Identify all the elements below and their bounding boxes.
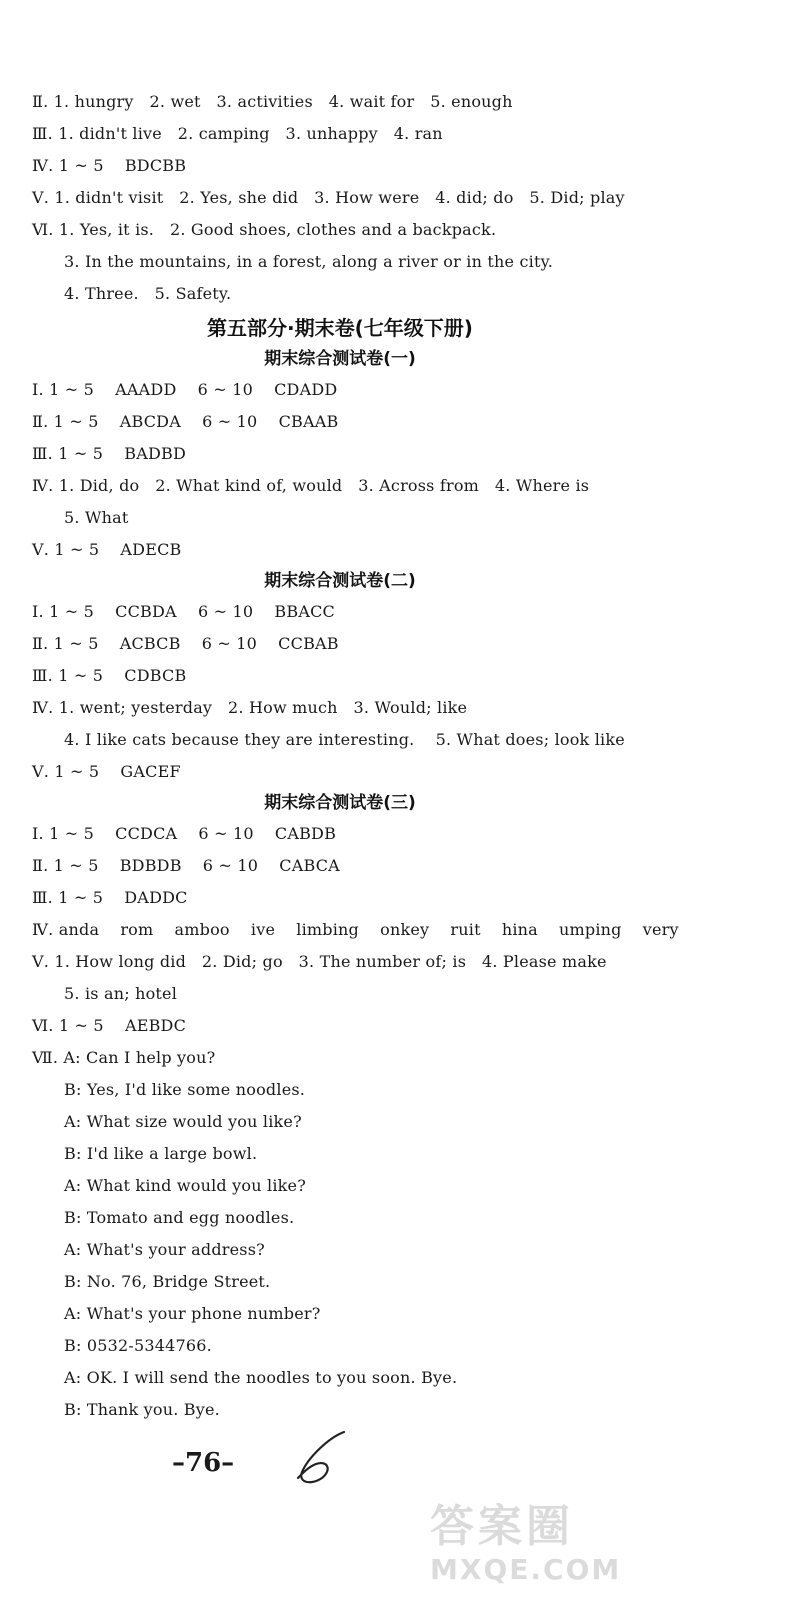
answer-line-vi: Ⅵ. 1. Yes, it is. 2. Good shoes, clothes and a backpack. [32,220,497,239]
answer-line-ii: Ⅱ. 1 ~ 5 BDBDB 6 ~ 10 CABCA [32,856,340,875]
watermark-logo-text: 答案圈 [430,1501,574,1552]
answer-line-iii: Ⅲ. 1 ~ 5 DADDC [32,888,188,907]
answer-line-v-cont: 5. is an; hotel [64,984,178,1003]
answer-line-iv-cont: 4. I like cats because they are interesting. 5. What does; look like [64,730,625,749]
answer-line-iv-cont: 5. What [64,508,129,527]
answer-line-iii: Ⅲ. 1. didn't live 2. camping 3. unhappy 4. ran [32,124,443,143]
dialogue-line: A: What kind would you like? [64,1176,306,1195]
answer-line-i: Ⅰ. 1 ~ 5 AAADD 6 ~ 10 CDADD [32,380,338,399]
dialogue-line: A: OK. I will send the noodles to you soon. Bye. [64,1368,458,1387]
dialogue-line: A: What size would you like? [64,1112,302,1131]
watermark-url-text: MXQE.COM [430,1553,622,1586]
dialogue-line: B: Thank you. Bye. [64,1400,220,1419]
dialogue-line: B: Yes, I'd like some noodles. [64,1080,306,1099]
answer-line-v: Ⅴ. 1. didn't visit 2. Yes, she did 3. How were 4. did; do 5. Did; play [32,188,625,207]
answer-line-i: Ⅰ. 1 ~ 5 CCBDA 6 ~ 10 BBACC [32,602,335,621]
dialogue-line: B: I'd like a large bowl. [64,1144,258,1163]
answer-line-vii: Ⅶ. A: Can I help you? [32,1048,216,1067]
dialogue-line: B: Tomato and egg noodles. [64,1208,295,1227]
test-one-title: 期末综合测试卷(一) [264,349,416,369]
answer-line-ii: Ⅱ. 1 ~ 5 ACBCB 6 ~ 10 CCBAB [32,634,339,653]
dialogue-line: B: No. 76, Bridge Street. [64,1272,271,1291]
test-three-title: 期末综合测试卷(三) [264,793,416,813]
dialogue-line: B: 0532-5344766. [64,1336,212,1355]
dialogue-line: A: What's your address? [64,1240,265,1259]
answer-line-i: Ⅰ. 1 ~ 5 CCDCA 6 ~ 10 CABDB [32,824,337,843]
answer-line-iv: Ⅳ. 1. Did, do 2. What kind of, would 3. Across from 4. Where is [32,476,590,495]
answer-line-iv: Ⅳ. 1 ~ 5 BDCBB [32,156,187,175]
dialogue-line: A: What's your phone number? [64,1304,321,1323]
answer-line-v: Ⅴ. 1 ~ 5 GACEF [32,762,181,781]
handwritten-mark [288,1428,358,1488]
answer-line-iv: Ⅳ. anda rom amboo ive limbing onkey ruit hina umping very [32,920,679,939]
answer-line-v: Ⅴ. 1. How long did 2. Did; go 3. The number of; is 4. Please make [32,952,607,971]
answer-line-vi-cont: 3. In the mountains, in a forest, along a river or in the city. [64,252,553,271]
answer-line-iii: Ⅲ. 1 ~ 5 CDBCB [32,666,187,685]
part-five-title: 第五部分·期末卷(七年级下册) [207,316,473,340]
answer-line-vi-cont: 4. Three. 5. Safety. [64,284,232,303]
answer-line-ii: Ⅱ. 1 ~ 5 ABCDA 6 ~ 10 CBAAB [32,412,339,431]
answer-line-v: Ⅴ. 1 ~ 5 ADECB [32,540,182,559]
answer-line-iii: Ⅲ. 1 ~ 5 BADBD [32,444,187,463]
answer-line-vi: Ⅵ. 1 ~ 5 AEBDC [32,1016,187,1035]
answer-line-ii: Ⅱ. 1. hungry 2. wet 3. activities 4. wait for 5. enough [32,92,513,111]
page-number: –76– [172,1448,235,1478]
site-watermark [418,1500,798,1596]
test-two-title: 期末综合测试卷(二) [264,571,416,591]
answer-line-iv: Ⅳ. 1. went; yesterday 2. How much 3. Would; like [32,698,468,717]
